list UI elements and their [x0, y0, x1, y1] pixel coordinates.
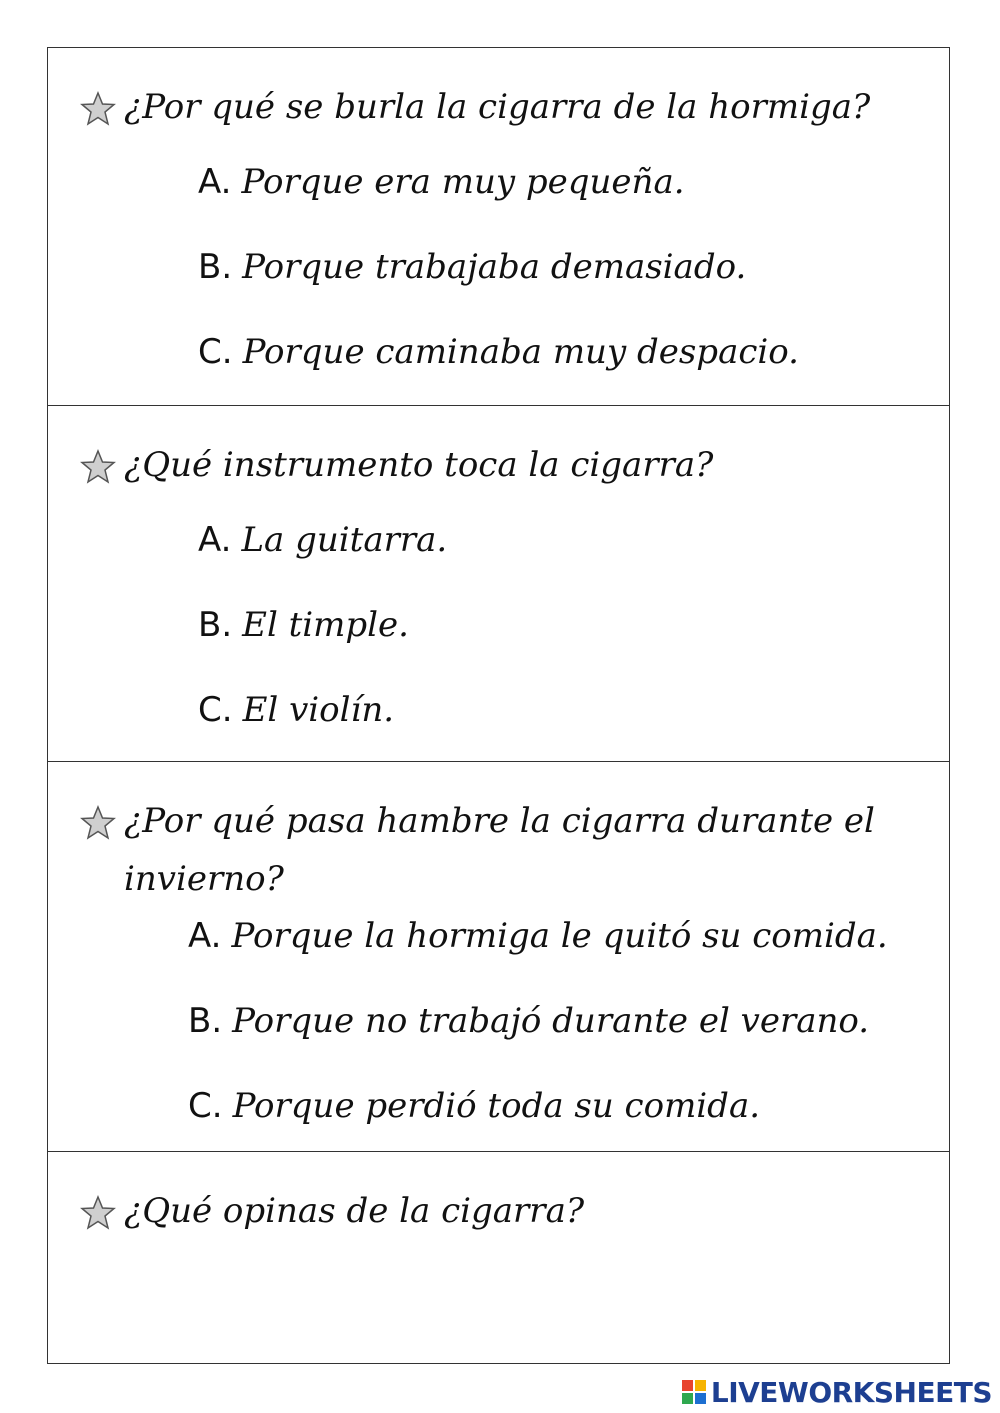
option-text: Porque la hormiga le quitó su comida. [231, 916, 888, 956]
option-a[interactable] [198, 158, 945, 243]
liveworksheets-branding [681, 1374, 992, 1410]
option-letter: B. [198, 247, 233, 287]
option-letter: B. [188, 1001, 223, 1041]
question-text: ¿Por qué pasa hambre la cigarra durante el invierno? [124, 801, 875, 899]
option-b[interactable] [188, 997, 945, 1082]
option-a[interactable] [188, 912, 945, 997]
option-letter: C. [198, 332, 233, 372]
question-section-2 [48, 406, 949, 762]
options-list [198, 158, 945, 413]
option-b[interactable] [198, 243, 945, 328]
option-text: El violín. [242, 690, 395, 730]
option-letter: A. [188, 916, 222, 956]
option-text: Porque perdió toda su comida. [232, 1086, 761, 1126]
worksheet [47, 47, 950, 1364]
question-2 [80, 436, 941, 494]
option-text: La guitarra. [241, 520, 448, 560]
option-text: Porque trabajaba demasiado. [242, 247, 747, 287]
brand-name: LIVEWORKSHEETS [710, 1375, 992, 1409]
options-list [188, 912, 945, 1167]
star-icon [80, 91, 116, 127]
option-letter: C. [188, 1086, 223, 1126]
option-letter: A. [198, 162, 232, 202]
liveworksheets-logo-icon [681, 1379, 707, 1405]
star-icon [80, 805, 116, 841]
option-letter: B. [198, 605, 233, 645]
question-4 [80, 1182, 941, 1240]
option-text: Porque no trabajó durante el verano. [232, 1001, 870, 1041]
options-list [198, 516, 945, 771]
question-section-4 [48, 1152, 949, 1365]
question-text: ¿Qué instrumento toca la cigarra? [124, 445, 714, 485]
option-c[interactable] [198, 328, 945, 413]
star-icon [80, 1195, 116, 1231]
option-letter: C. [198, 690, 233, 730]
option-text: El timple. [242, 605, 409, 645]
option-text: Porque era muy pequeña. [241, 162, 685, 202]
option-c[interactable] [198, 686, 945, 771]
option-a[interactable] [198, 516, 945, 601]
question-section-3 [48, 762, 949, 1152]
star-icon [80, 449, 116, 485]
option-text: Porque caminaba muy despacio. [242, 332, 799, 372]
option-b[interactable] [198, 601, 945, 686]
question-text: ¿Por qué se burla la cigarra de la hormiga? [124, 87, 871, 127]
question-3 [80, 792, 941, 908]
question-section-1 [48, 48, 949, 406]
option-letter: A. [198, 520, 232, 560]
question-text: ¿Qué opinas de la cigarra? [124, 1191, 585, 1231]
question-1 [80, 78, 941, 136]
